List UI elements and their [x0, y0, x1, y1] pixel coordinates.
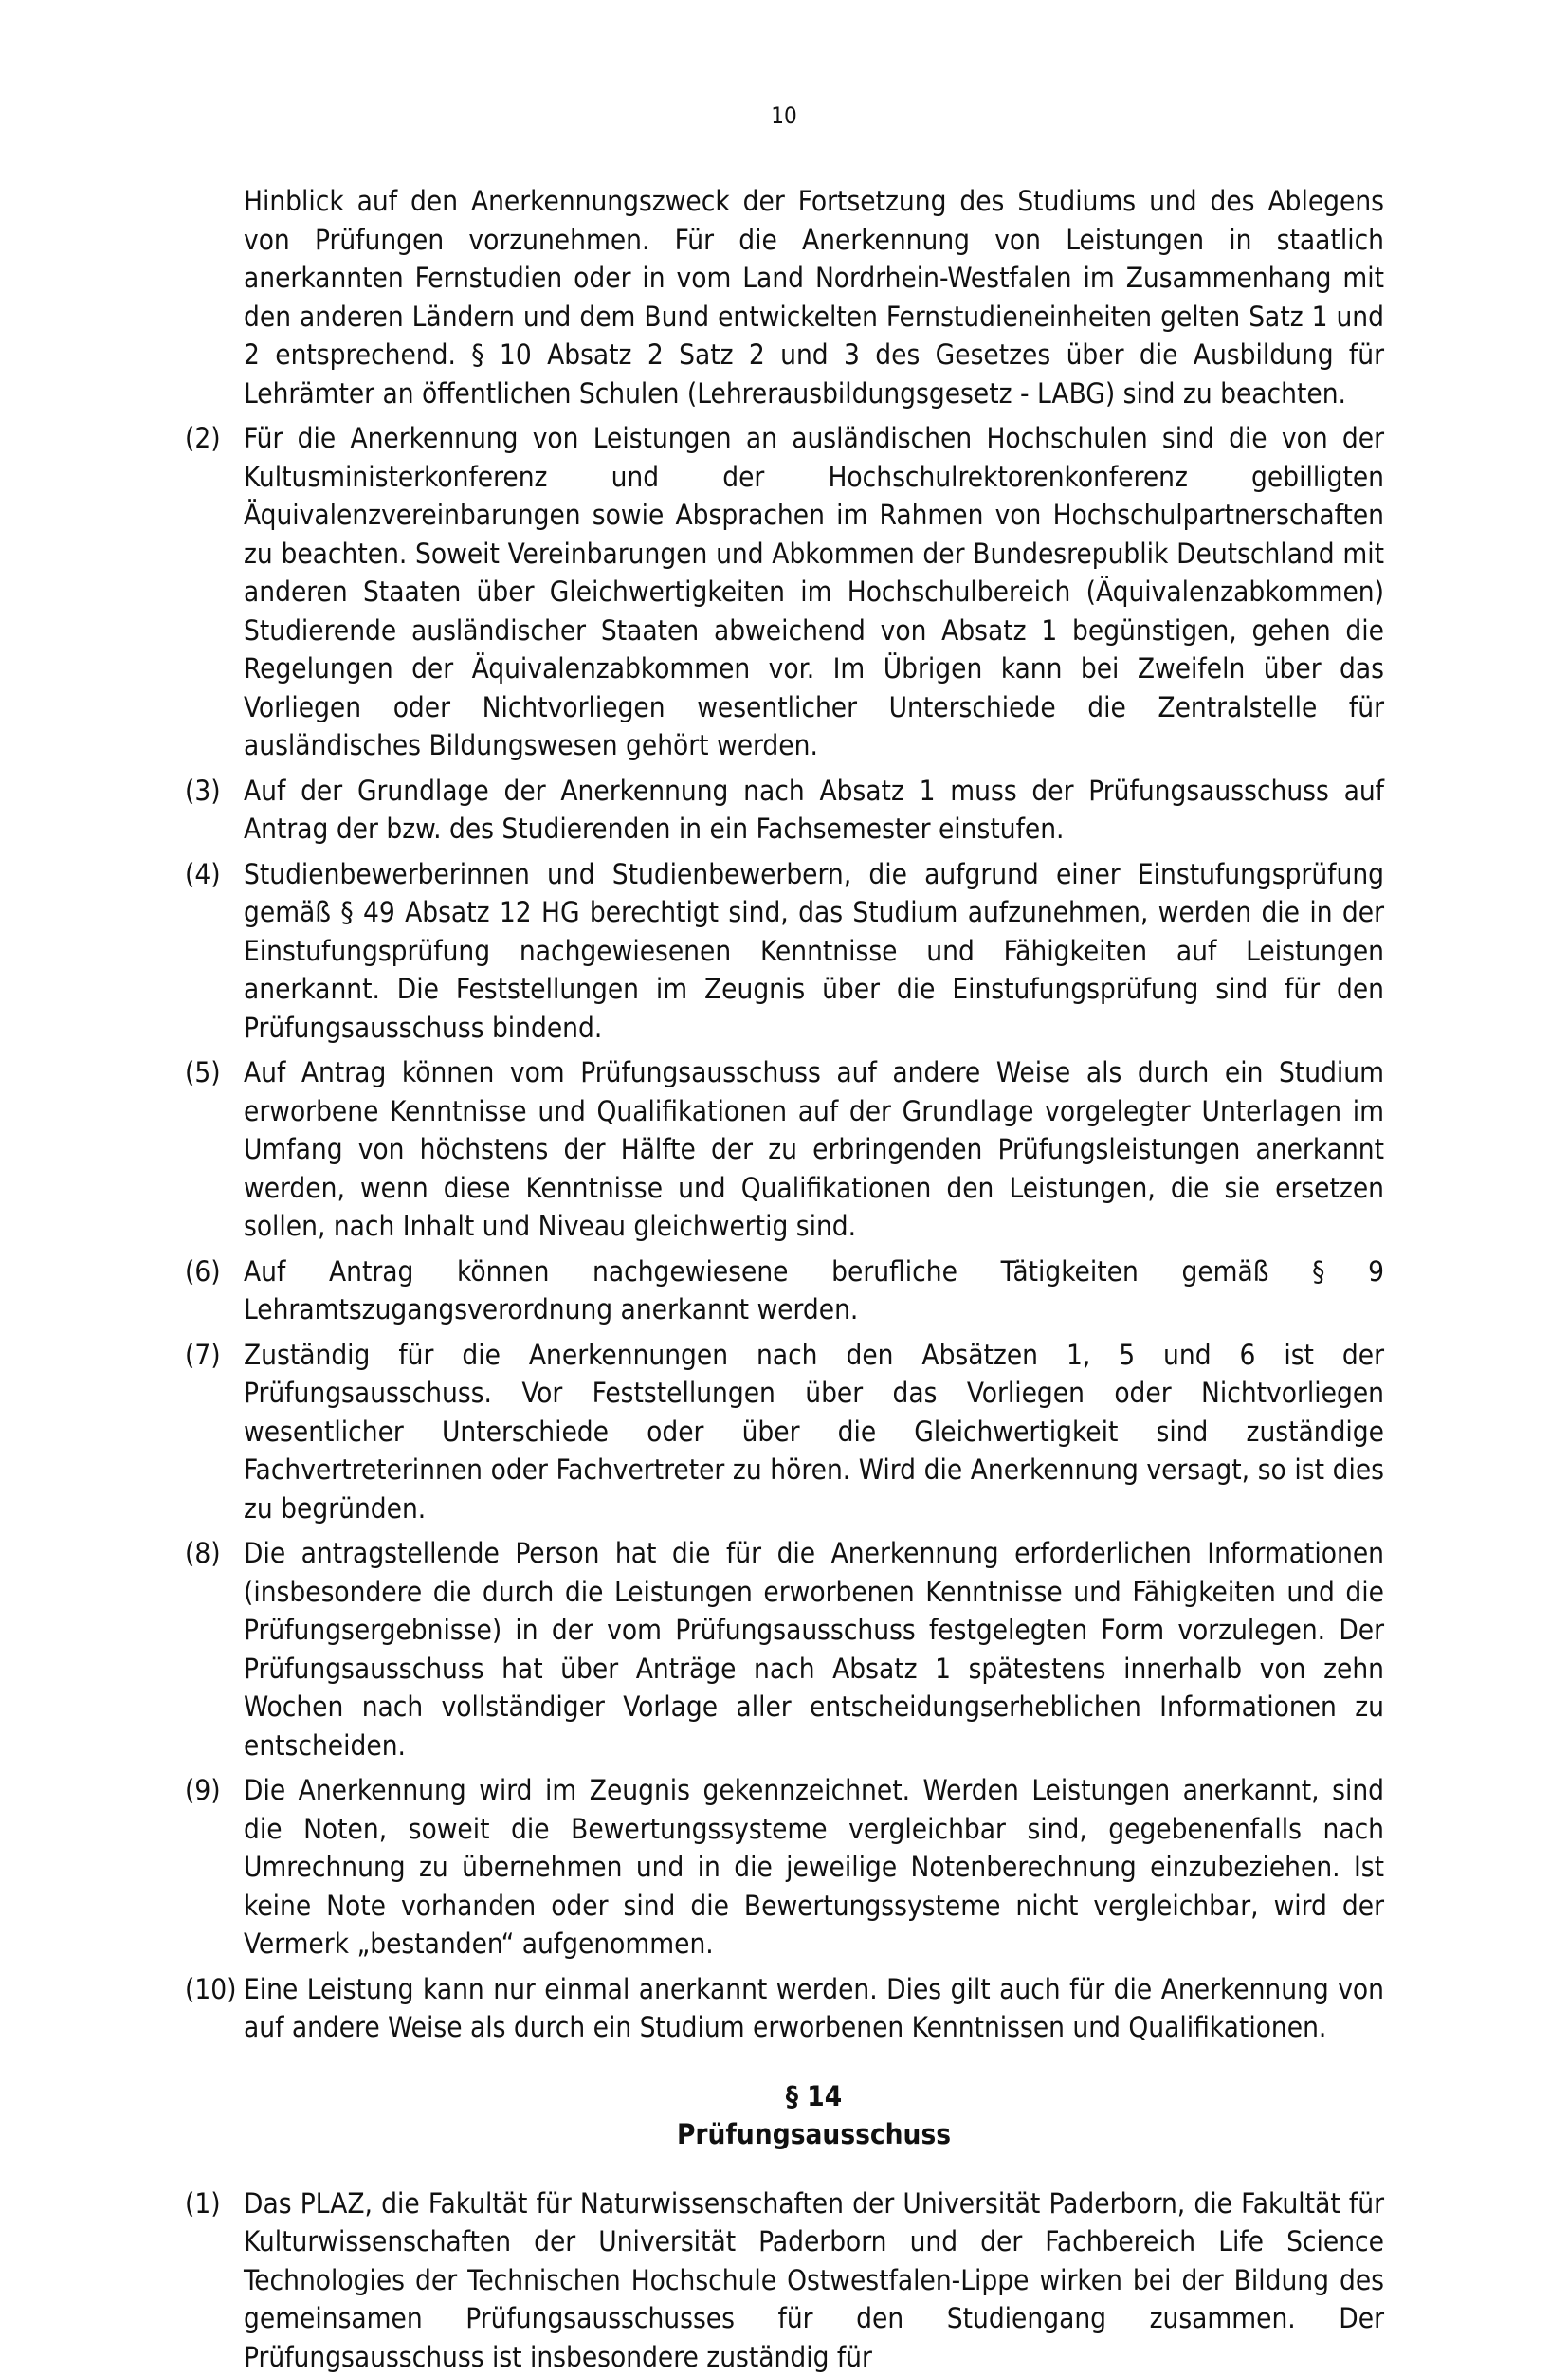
paragraph-number: (10) [185, 1970, 244, 2047]
paragraph-8 [185, 1534, 1384, 1764]
paragraph-text: Die Anerkennung wird im Zeugnis gekennzeichnet. Werden Leistungen anerkannt, sind die Noten, soweit die Bewertungssysteme vergleichbar sind, gegebenenfalls nach Umrechnung zu übernehmen und in die jeweilige Notenberechnung einzubeziehen. Ist keine Note vorhanden oder sind die Bewertungssysteme nicht vergleichbar, wird der Vermerk „bestanden“ aufgenommen. [244, 1771, 1384, 1964]
page-number: 10 [0, 102, 1568, 129]
paragraph-9 [185, 1771, 1384, 1964]
paragraph-text: Studienbewerberinnen und Studienbewerbern, die aufgrund einer Einstufungsprüfung gemäß § 49 Absatz 12 HG berechtigt sind, das Studium aufzunehmen, werden die in der Einstufungsprüfung nachgewiesenen Kenntnisse und Fähigkeiten auf Leistungen anerkannt. Die Feststellungen im Zeugnis über die Einstufungsprüfung sind für den Prüfungsausschuss bindend. [244, 855, 1384, 1048]
paragraph-text: Auf Antrag können vom Prüfungsausschuss auf andere Weise als durch ein Studium erworbene Kenntnisse und Qualifikationen auf der Grundlage vorgelegter Unterlagen im Umfang von höchstens der Hälfte der zu erbringenden Prüfungsleistungen anerkannt werden, wenn diese Kenntnisse und Qualifikationen den Leistungen, die sie ersetzen sollen, nach Inhalt und Niveau gleichwertig sind. [244, 1053, 1384, 1246]
paragraph-5 [185, 1053, 1384, 1246]
paragraph-number: (3) [185, 772, 244, 849]
paragraph-text: Für die Anerkennung von Leistungen an ausländischen Hochschulen sind die von der Kultusministerkonferenz und der Hochschulrektorenkonferenz gebilligten Äquivalenzvereinbarungen sowie Absprachen im Rahmen von Hochschulpartnerschaften zu beachten. Soweit Vereinbarungen und Abkommen der Bundesrepublik Deutschland mit anderen Staaten über Gleichwertigkeiten im Hochschulbereich (Äquivalenzabkommen) Studierende ausländischer Staaten abweichend von Absatz 1 begünstigen, gehen die Regelungen der Äquivalenzabkommen vor. Im Übrigen kann bei Zweifeln über das Vorliegen oder Nichtvorliegen wesentlicher Unterschiede die Zentralstelle für ausländisches Bildungswesen gehört werden. [244, 419, 1384, 765]
paragraph-number: (8) [185, 1534, 244, 1764]
paragraph-text: Das PLAZ, die Fakultät für Naturwissenschaften der Universität Paderborn, die Fakultät für Kulturwissenschaften der Universität Paderborn und der Fachbereich Life Science Technologies der Technischen Hochschule Ostwestfalen-Lippe wirken bei der Bildung des gemeinsamen Prüfungsausschusses für den Studiengang zusammen. Der Prüfungsausschuss ist insbesondere zuständig für [244, 2184, 1384, 2376]
section-heading [244, 2077, 1384, 2154]
paragraph-7 [185, 1336, 1384, 1528]
paragraph-number: (7) [185, 1336, 244, 1528]
paragraph-number: (9) [185, 1771, 244, 1964]
section-paragraph-1 [185, 2184, 1384, 2376]
paragraph-6 [185, 1252, 1384, 1329]
paragraph-number: (4) [185, 855, 244, 1048]
paragraph-text: Eine Leistung kann nur einmal anerkannt werden. Dies gilt auch für die Anerkennung von auf andere Weise als durch ein Studium erworbenen Kenntnissen und Qualifikationen. [244, 1970, 1384, 2047]
paragraph-text: Zuständig für die Anerkennungen nach den Absätzen 1, 5 und 6 ist der Prüfungsausschuss. Vor Feststellungen über das Vorliegen oder Nichtvorliegen wesentlicher Unterschiede oder über die Gleichwertigkeit sind zuständige Fachvertreterinnen oder Fachvertreter zu hören. Wird die Anerkennung versagt, so ist dies zu begründen. [244, 1336, 1384, 1528]
paragraph-text: Auf der Grundlage der Anerkennung nach Absatz 1 muss der Prüfungsausschuss auf Antrag der bzw. des Studierenden in ein Fachsemester einstufen. [244, 772, 1384, 849]
paragraph-4 [185, 855, 1384, 1048]
paragraph-number: (2) [185, 419, 244, 765]
paragraph-number: (5) [185, 1053, 244, 1246]
continuation-paragraph: Hinblick auf den Anerkennungszweck der Fortsetzung des Studiums und des Ablegens von Prüfungen vorzunehmen. Für die Anerkennung von Leistungen in staatlich anerkannten Fernstudien oder in vom Land Nordrhein-Westfalen im Zusammenhang mit den anderen Ländern und dem Bund entwickelten Fernstudieneinheiten gelten Satz 1 und 2 entsprechend. § 10 Absatz 2 Satz 2 und 3 des Gesetzes über die Ausbildung für Lehrämter an öffentlichen Schulen (Lehrerausbildungsgesetz - LABG) sind zu beachten. [244, 182, 1384, 412]
section-number: § 14 [244, 2077, 1384, 2116]
paragraph-10 [185, 1970, 1384, 2047]
document-body [185, 182, 1384, 2376]
paragraph-2 [185, 419, 1384, 765]
section-title: Prüfungsausschuss [244, 2115, 1384, 2154]
paragraph-text: Die antragstellende Person hat die für die Anerkennung erforderlichen Informationen (insbesondere die durch die Leistungen erworbenen Kenntnisse und Fähigkeiten und die Prüfungsergebnisse) in der vom Prüfungsausschuss festgelegten Form vorzulegen. Der Prüfungsausschuss hat über Anträge nach Absatz 1 spätestens innerhalb von zehn Wochen nach vollständiger Vorlage aller entscheidungserheblichen Informationen zu entscheiden. [244, 1534, 1384, 1764]
paragraph-number: (6) [185, 1252, 244, 1329]
paragraph-3 [185, 772, 1384, 849]
paragraph-number: (1) [185, 2184, 244, 2376]
paragraph-text: Auf Antrag können nachgewiesene berufliche Tätigkeiten gemäß § 9 Lehramtszugangsverordnung anerkannt werden. [244, 1252, 1384, 1329]
